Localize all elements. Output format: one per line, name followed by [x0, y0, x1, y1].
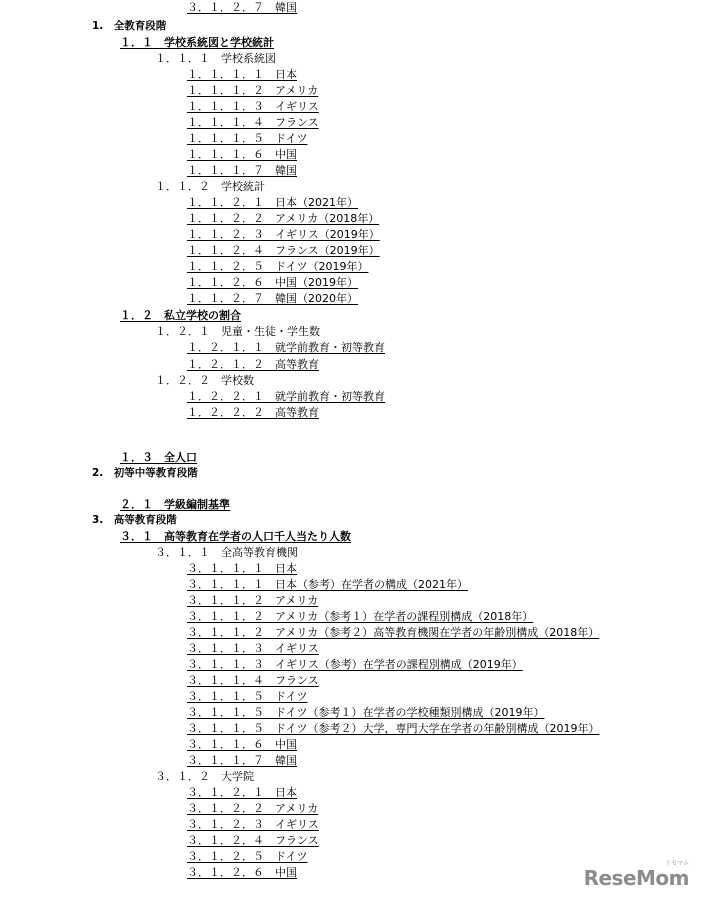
toc-entry-link[interactable]: １．１．１．３ イギリス: [187, 100, 319, 113]
toc-entry-link[interactable]: １．１．２．４ フランス（2019年）: [187, 244, 380, 257]
toc-entry-link[interactable]: １．１．２．６ 中国（2019年）: [187, 276, 358, 289]
toc-entry-link[interactable]: ３．１．１．１ 日本: [187, 562, 297, 575]
toc-entry-link[interactable]: ３．１．１．２ アメリカ（参考２）高等教育機関在学者の年齢別構成（2018年）: [187, 626, 600, 639]
subsubsection-heading: ３．１．２ 大学院: [155, 770, 254, 783]
subsection-link[interactable]: １．２ 私立学校の割合: [120, 309, 241, 322]
subsubsection-heading: ３．１．１ 全高等教育機関: [155, 546, 298, 559]
toc-entry-link[interactable]: ３．１．１．１ 日本（参考）在学者の構成（2021年）: [187, 578, 468, 591]
toc-entry-link[interactable]: １．１．１．４ フランス: [187, 116, 319, 129]
toc-entry-link[interactable]: ３．１．１．６ 中国: [187, 738, 297, 751]
toc-entry-link[interactable]: ３．１．１．３ イギリス: [187, 642, 319, 655]
toc-entry-link[interactable]: ３．１．１．２ アメリカ（参考１）在学者の課程別構成（2018年）: [187, 610, 534, 623]
toc-entry-link[interactable]: １．２．２．１ 就学前教育・初等教育: [187, 390, 385, 403]
section-heading: 3. 高等教育段階: [92, 514, 177, 526]
toc-entry-link[interactable]: １．１．１．７ 韓国: [187, 164, 297, 177]
toc-entry-link[interactable]: ３．１．１．２ アメリカ: [187, 594, 319, 607]
toc-entry-link[interactable]: ３．１．１．５ ドイツ: [187, 690, 308, 703]
subsection-link[interactable]: ３．１ 高等教育在学者の人口千人当たり人数: [120, 530, 351, 543]
subsubsection-heading: １．１．２ 学校統計: [155, 180, 265, 193]
toc-entry-link[interactable]: １．１．２．２ アメリカ（2018年）: [187, 212, 380, 225]
subsubsection-heading: １．２．２ 学校数: [155, 374, 254, 387]
subsection-link[interactable]: １．１ 学校系統図と学校統計: [120, 36, 274, 49]
toc-entry-link[interactable]: ３．１．２．７ 韓国: [187, 1, 297, 14]
toc-entry-link[interactable]: １．１．２．５ ドイツ（2019年）: [187, 260, 369, 273]
toc-entry-link[interactable]: １．１．１．１ 日本: [187, 68, 297, 81]
toc-entry-link[interactable]: ３．１．２．２ アメリカ: [187, 802, 319, 815]
toc-entry-link[interactable]: １．２．１．２ 高等教育: [187, 358, 319, 371]
toc-entry-link[interactable]: １．１．２．１ 日本（2021年）: [187, 196, 358, 209]
section-heading: 2. 初等中等教育段階: [92, 467, 198, 479]
subsection-link[interactable]: ２．１ 学級編制基準: [120, 498, 230, 511]
logo-text: ReseMom: [583, 866, 689, 890]
toc-entry-link[interactable]: １．２．２．２ 高等教育: [187, 406, 319, 419]
subsubsection-heading: １．２．１ 児童・生徒・学生数: [155, 325, 320, 338]
toc-entry-link[interactable]: ３．１．１．７ 韓国: [187, 754, 297, 767]
toc-entry-link[interactable]: １．１．１．５ ドイツ: [187, 132, 308, 145]
toc-entry-link[interactable]: １．１．１．６ 中国: [187, 148, 297, 161]
toc-entry-link[interactable]: １．２．１．１ 就学前教育・初等教育: [187, 341, 385, 354]
toc-entry-link[interactable]: ３．１．２．３ イギリス: [187, 818, 319, 831]
toc-entry-link[interactable]: １．１．１．２ アメリカ: [187, 84, 319, 97]
toc-entry-link[interactable]: ３．１．２．６ 中国: [187, 866, 297, 879]
subsection-link[interactable]: １．３ 全人口: [120, 451, 197, 464]
subsubsection-heading: １．１．１ 学校系統図: [155, 52, 276, 65]
resemom-logo: [583, 860, 689, 890]
toc-entry-link[interactable]: ３．１．１．３ イギリス（参考）在学者の課程別構成（2019年）: [187, 658, 523, 671]
section-heading: 1. 全教育段階: [92, 20, 167, 32]
toc-entry-link[interactable]: ３．１．１．５ ドイツ（参考１）在学者の学校種類別構成（2019年）: [187, 706, 545, 719]
toc-entry-link[interactable]: ３．１．２．５ ドイツ: [187, 850, 308, 863]
toc-entry-link[interactable]: ３．１．１．５ ドイツ（参考２）大学，専門大学在学者の年齢別構成（2019年）: [187, 722, 600, 735]
toc-entry-link[interactable]: ３．１．１．４ フランス: [187, 674, 319, 687]
toc-entry-link[interactable]: ３．１．２．４ フランス: [187, 834, 319, 847]
toc-entry-link[interactable]: １．１．２．３ イギリス（2019年）: [187, 228, 380, 241]
toc-entry-link[interactable]: １．１．２．７ 韓国（2020年）: [187, 292, 358, 305]
toc-entry-link[interactable]: ３．１．２．１ 日本: [187, 786, 297, 799]
logo-sub-text: リセマム: [665, 860, 689, 867]
